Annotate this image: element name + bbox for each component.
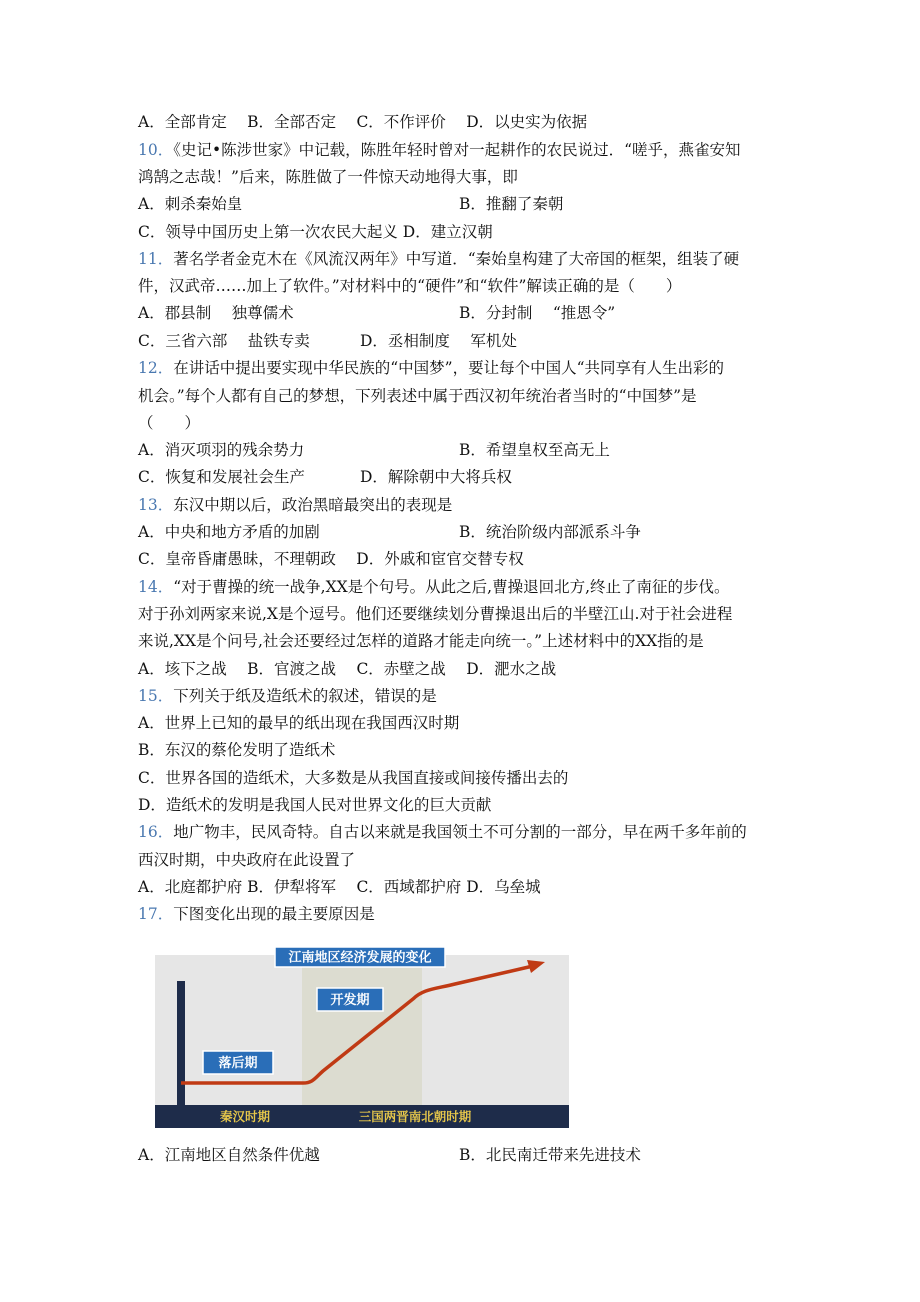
question-text: 东汉中期以后，政治黑暗最突出的表现是 xyxy=(173,496,453,514)
question-number: 17． xyxy=(138,905,174,923)
question-16-cont: 西汉时期，中央政府在此设置了 xyxy=(138,851,356,869)
question-text: 著名学者金克木在《风流汉两年》中写道．“秦始皇构建了大帝国的框架，组装了硬 xyxy=(173,250,740,268)
option-b[interactable]: B．希望皇权至高无上 xyxy=(459,441,610,459)
development-period-label: 开发期 xyxy=(330,993,370,1008)
question-number: 16． xyxy=(138,823,174,841)
question-number: 11． xyxy=(138,250,174,268)
question-12 xyxy=(138,358,724,378)
question-11-cont: 件，汉武帝……加上了软件。”对材料中的“硬件”和“软件”解读正确的是（ ） xyxy=(138,277,682,295)
question-number: 14． xyxy=(138,578,174,596)
question-number: 15． xyxy=(138,687,174,705)
question-text: 《史记•陈涉世家》中记载，陈胜年轻时曾对一起耕作的农民说过．“嗟乎，燕雀安知 xyxy=(173,141,741,159)
option-b[interactable]: B．推翻了秦朝 xyxy=(459,195,564,213)
y-axis xyxy=(177,981,185,1105)
question-16 xyxy=(138,822,747,842)
question-15 xyxy=(138,686,437,706)
question-text: “对于曹操的统一战争,XX是个句号。从此之后,曹操退回北方,终止了南征的步伐。 xyxy=(173,578,730,596)
figure-svg xyxy=(155,947,569,1128)
question-16-options[interactable]: A．北庭都护府 B．伊犁将军 C．西域都护府 D．乌垒城 xyxy=(138,878,541,896)
q9-options: A．全部肯定 B．全部否定 C．不作评价 D．以史实为依据 xyxy=(138,113,588,131)
question-11 xyxy=(138,249,739,269)
question-14-options[interactable]: A．垓下之战 B．官渡之战 C．赤壁之战 D．淝水之战 xyxy=(138,660,557,678)
option-a[interactable]: A．世界上已知的最早的纸出现在我国西汉时期 xyxy=(138,714,460,732)
question-12-cont: 机会。”每个人都有自己的梦想，下列表述中属于西汉初年统治者当时的“中国梦”是 xyxy=(138,387,697,405)
option-a[interactable]: A．江南地区自然条件优越 xyxy=(138,1146,320,1164)
option-c[interactable]: C．恢复和发展社会生产 xyxy=(138,468,305,486)
option-b[interactable]: B．统治阶级内部派系斗争 xyxy=(459,523,641,541)
question-14 xyxy=(138,577,730,597)
option-c[interactable]: C．世界各国的造纸术，大多数是从我国直接或间接传播出去的 xyxy=(138,769,569,787)
question-10-options-cd[interactable]: C．领导中国历史上第一次农民大起义 D．建立汉朝 xyxy=(138,223,493,241)
economy-development-figure xyxy=(155,947,569,1128)
question-number: 13． xyxy=(138,496,174,514)
question-13 xyxy=(138,495,452,515)
question-text: 地广物丰，民风奇特。自古以来就是我国领土不可分割的一部分，早在两千多年前的 xyxy=(173,823,747,841)
question-number: 10． xyxy=(138,141,174,159)
option-b[interactable]: B．北民南迁带来先进技术 xyxy=(459,1146,641,1164)
option-a[interactable]: A．消灭项羽的残余势力 xyxy=(138,441,305,459)
option-a[interactable]: A．中央和地方矛盾的加剧 xyxy=(138,523,320,541)
question-text: 下图变化出现的最主要原因是 xyxy=(173,905,375,923)
option-c[interactable]: C．三省六部 盐铁专卖 xyxy=(138,332,310,350)
axis-label-three-kingdoms: 三国两晋南北朝时期 xyxy=(358,1109,472,1124)
figure-title: 江南地区经济发展的变化 xyxy=(288,950,432,966)
question-number: 12． xyxy=(138,359,174,377)
question-12-blank: （ ） xyxy=(138,414,201,432)
option-b[interactable]: B．东汉的蔡伦发明了造纸术 xyxy=(138,741,336,759)
axis-label-qin-han: 秦汉时期 xyxy=(219,1109,271,1124)
question-17 xyxy=(138,904,375,924)
lag-period-label: 落后期 xyxy=(218,1056,258,1071)
option-b[interactable]: B．分封制 “推恩令” xyxy=(459,304,616,322)
question-14-cont-2: 来说,XX是个问号,社会还要经过怎样的道路才能走向统一。”上述材料中的XX指的是 xyxy=(138,632,704,650)
option-a[interactable]: A．郡县制 独尊儒术 xyxy=(138,304,294,322)
development-band xyxy=(302,955,422,1105)
option-d[interactable]: D．丞相制度 军机处 xyxy=(360,332,517,350)
option-d[interactable]: D．造纸术的发明是我国人民对世界文化的巨大贡献 xyxy=(138,796,492,814)
question-text: 下列关于纸及造纸术的叙述，错误的是 xyxy=(173,687,437,705)
question-13-options-cd[interactable]: C．皇帝昏庸愚昧，不理朝政 D．外戚和宦官交替专权 xyxy=(138,550,524,568)
question-14-cont: 对于孙刘两家来说,X是个逗号。他们还要继续划分曹操退出后的半壁江山.对于社会进程 xyxy=(138,605,733,623)
question-text: 在讲话中提出要实现中华民族的“中国梦”，要让每个中国人“共同享有人生出彩的 xyxy=(173,359,725,377)
question-10 xyxy=(138,140,741,160)
option-a[interactable]: A．刺杀秦始皇 xyxy=(138,195,243,213)
option-d[interactable]: D．解除朝中大将兵权 xyxy=(360,468,512,486)
question-10-cont: 鸿鹄之志哉！”后来，陈胜做了一件惊天动地得大事，即 xyxy=(138,168,518,186)
